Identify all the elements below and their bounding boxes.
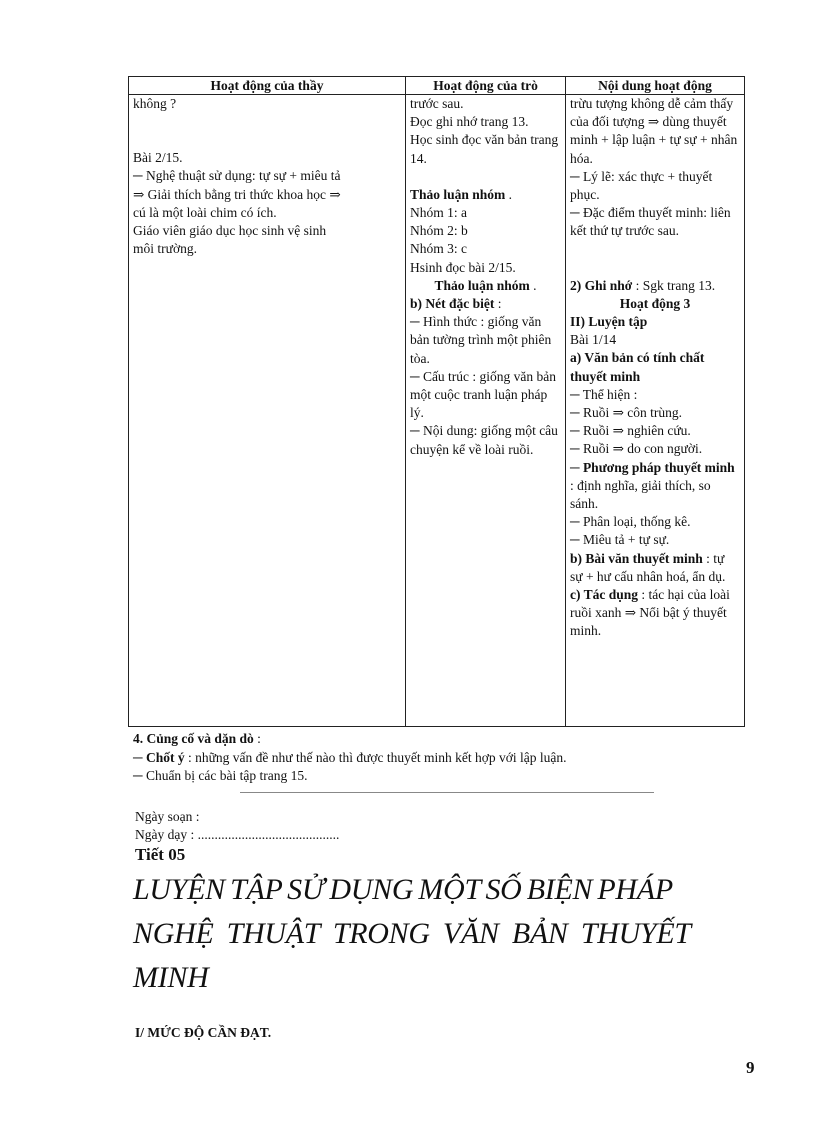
content-line: ─ Đặc điểm thuyết minh: liên kết thứ tự trước sau. [570, 205, 731, 239]
lesson-title-line: LUYỆN TẬP SỬ DỤNG MỘT SỐ BIỆN PHÁP [133, 873, 673, 906]
table-header-row [129, 77, 745, 95]
consolidation-section [133, 730, 567, 786]
lesson-title-line: MINH [133, 961, 209, 994]
student-line: Nhóm 3: c [410, 241, 467, 257]
teach-date: Ngày dạy : .......................................... [135, 826, 340, 842]
prep-date: Ngày soạn : [135, 809, 200, 824]
special-feature-label: b) Nét đặc biệt [410, 296, 495, 312]
header-activity-content: Nội dung hoạt động [566, 77, 745, 95]
memo-label: 2) Ghi nhớ [570, 277, 633, 293]
student-line: trước sau. [410, 96, 464, 111]
method-text: : định nghĩa, giải thích, so sánh. [570, 477, 711, 512]
teacher-line: Bài 2/15. [133, 150, 183, 166]
student-line: Nhóm 2: b [410, 223, 468, 239]
group-discussion-label: Thảo luận nhóm [434, 277, 530, 293]
student-line: Hsinh đọc bài 2/15. [410, 259, 516, 275]
content-line: trừu tượng không dễ cảm thấy của đối tượng ⇒ dùng thuyết minh + lập luận + tự sự + nhân hóa. [570, 96, 738, 166]
item-c-text: : tác hại của loài ruồi xanh ⇒ Nổi bật ý thuyết minh. [570, 587, 730, 639]
special-feature-colon: : [494, 296, 502, 312]
practice-heading: II) Luyện tập [570, 314, 648, 330]
method-label: ─ Phương pháp thuyết minh [570, 459, 735, 475]
content-line: ─ Miêu tả + tự sự. [570, 532, 670, 548]
bullet-dash: ─ [133, 749, 146, 765]
item-b-text: : tự sự + hư cấu nhân hoá, ẩn dụ. [570, 550, 726, 584]
item-b-label: b) Bài văn thuyết minh [570, 550, 703, 566]
content-line: ─ Thể hiện : [570, 386, 638, 402]
lesson-title [133, 868, 763, 1000]
student-line: Đọc ghi nhớ trang 13. [410, 114, 529, 130]
table-row [129, 95, 745, 727]
consolidation-heading: 4. Củng cố và dặn dò [133, 731, 254, 746]
lesson-dates [135, 808, 339, 843]
lesson-number: Tiết 05 [135, 845, 186, 864]
teacher-activity-cell [129, 95, 406, 727]
student-line: Nhóm 1: a [410, 205, 467, 221]
teacher-line: không ? [133, 96, 177, 111]
section-heading: I/ MỨC ĐỘ CẦN ĐẠT. [135, 1025, 272, 1040]
student-line: ─ Hình thức : giống văn bản tường trình một phiên tòa. [410, 314, 552, 366]
student-activity-cell: trước sau. Đọc ghi nhớ trang 13. Học sinh đọc văn bản trang 14. Thảo luận nhóm . Nhóm 1: a Nhóm 2: b Nhóm 3: c Hsinh đọc bài 2/15. Thảo luận nhóm . b) Nét đặc biệt : ─ Hình thức : giống văn bản tường trình một phiên tòa. ─ Cấu trúc : giống văn bản một cuộc tranh luận pháp lý. ─ Nội dung: giống một câu chuyện kể về loài ruồi. [406, 95, 566, 727]
page-number: 9 [746, 1058, 755, 1077]
teacher-line: môi trường. [133, 241, 197, 257]
content-line: ─ Ruồi ⇒ nghiên cứu. [570, 423, 691, 439]
teacher-line: Giáo viên giáo dục học sinh vệ sinh [133, 223, 327, 239]
teacher-line: ─ Nghệ thuật sử dụng: tự sự + miêu tả [133, 168, 341, 184]
consolidation-heading-colon: : [253, 731, 261, 746]
content-line: ─ Ruồi ⇒ do con người. [570, 441, 703, 457]
student-line: ─ Cấu trúc : giống văn bản một cuộc tranh luận pháp lý. [410, 368, 557, 421]
item-c-label: c) Tác dụng [570, 587, 639, 603]
student-line: ─ Nội dung: giống một câu chuyện kể về loài ruồi. [410, 423, 558, 457]
teacher-line: ⇒ Giải thích bằng tri thức khoa học ⇒ [133, 186, 341, 202]
content-line: ─ Phân loại, thống kê. [570, 514, 691, 530]
exercise-label: Bài 1/14 [570, 332, 617, 348]
content-line: ─ Ruồi ⇒ côn trùng. [570, 405, 682, 421]
header-teacher-activity: Hoạt động của thầy [129, 77, 406, 95]
item-a-heading: a) Văn bản có tính chất thuyết minh [570, 350, 705, 384]
activity-content-cell [566, 95, 745, 727]
memo-text: : Sgk trang 13. [632, 277, 716, 293]
activity-3-heading: Hoạt động 3 [619, 295, 691, 311]
content-line: ─ Lý lẽ: xác thực + thuyết phục. [570, 168, 713, 203]
student-line: Học sinh đọc văn bản trang 14. [410, 132, 559, 166]
teacher-line: cú là một loài chim có ích. [133, 204, 277, 220]
key-point-text: : những vấn đề như thế nào thì được thuyết minh kết hợp với lập luận. [184, 749, 567, 765]
group-discussion-label: Thảo luận nhóm [410, 186, 506, 202]
lesson-activity-table [128, 76, 745, 727]
header-student-activity: Hoạt động của trò [406, 77, 566, 95]
lesson-title-line: NGHỆ THUẬT TRONG VĂN BẢN THUYẾT [133, 917, 691, 950]
section-divider [240, 792, 654, 793]
prepare-exercises-text: ─ Chuẩn bị các bài tập trang 15. [133, 768, 308, 783]
key-point-label: Chốt ý [145, 749, 185, 765]
